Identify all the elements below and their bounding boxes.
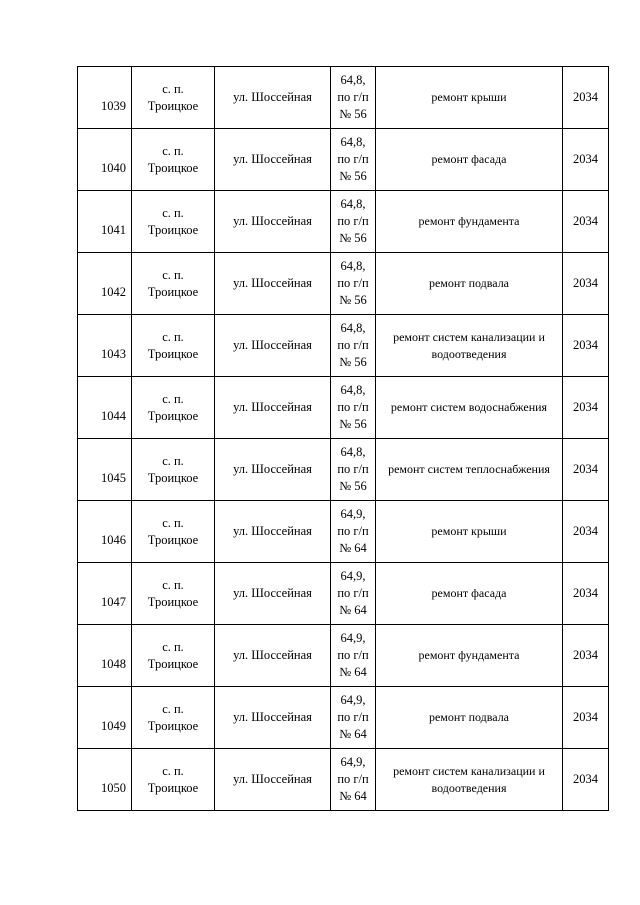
house-line: № 56 <box>339 293 367 307</box>
street-cell: ул. Шоссейная <box>215 67 331 129</box>
repair-schedule-table <box>77 66 609 811</box>
work-type-line: водоотведения <box>431 780 507 795</box>
work-type-cell <box>376 501 563 563</box>
house-cell <box>331 687 376 749</box>
year-cell: 2034 <box>563 439 609 501</box>
settlement-cell <box>132 749 215 811</box>
settlement-line: с. п. <box>162 515 184 530</box>
row-number-cell: 1050 <box>78 749 132 811</box>
house-cell <box>331 129 376 191</box>
settlement-line: Троицкое <box>147 346 199 361</box>
settlement-line: с. п. <box>162 329 184 344</box>
work-type-line: ремонт систем канализации и <box>393 329 545 344</box>
work-type-line: ремонт систем теплоснабжения <box>388 462 550 476</box>
settlement-cell <box>132 563 215 625</box>
house-line: по г/п <box>337 276 369 290</box>
year-cell: 2034 <box>563 625 609 687</box>
work-type-cell <box>376 749 563 811</box>
table-row <box>78 67 609 129</box>
settlement-line: Троицкое <box>147 656 199 671</box>
house-line: № 64 <box>339 603 367 617</box>
house-line: № 56 <box>339 169 367 183</box>
house-cell <box>331 625 376 687</box>
house-line: 64,8, <box>340 445 366 459</box>
street-cell: ул. Шоссейная <box>215 439 331 501</box>
house-line: № 56 <box>339 107 367 121</box>
settlement-line: Троицкое <box>147 98 199 113</box>
house-cell <box>331 749 376 811</box>
house-line: по г/п <box>337 152 369 166</box>
work-type-line: ремонт фасада <box>431 152 507 166</box>
house-line: № 64 <box>339 541 367 555</box>
table-row <box>78 501 609 563</box>
work-type-line: ремонт фундамента <box>418 648 520 662</box>
house-cell <box>331 67 376 129</box>
house-line: по г/п <box>337 214 369 228</box>
settlement-cell <box>132 253 215 315</box>
street-cell: ул. Шоссейная <box>215 625 331 687</box>
house-line: 64,8, <box>340 383 366 397</box>
settlement-line: с. п. <box>162 701 184 716</box>
house-line: 64,8, <box>340 321 366 335</box>
house-line: 64,9, <box>340 755 366 769</box>
year-cell: 2034 <box>563 687 609 749</box>
work-type-line: ремонт подвала <box>428 276 510 290</box>
year-cell: 2034 <box>563 377 609 439</box>
year-cell: 2034 <box>563 749 609 811</box>
table-row <box>78 749 609 811</box>
row-number-cell: 1045 <box>78 439 132 501</box>
house-cell <box>331 253 376 315</box>
row-number-cell: 1049 <box>78 687 132 749</box>
house-line: по г/п <box>337 524 369 538</box>
house-line: 64,9, <box>340 507 366 521</box>
work-type-cell <box>376 191 563 253</box>
settlement-line: Троицкое <box>147 470 199 485</box>
table-row <box>78 439 609 501</box>
work-type-cell <box>376 563 563 625</box>
settlement-line: Троицкое <box>147 718 199 733</box>
settlement-line: Троицкое <box>147 594 199 609</box>
settlement-line: с. п. <box>162 453 184 468</box>
house-line: № 56 <box>339 479 367 493</box>
house-line: 64,8, <box>340 259 366 273</box>
work-type-line: ремонт систем водоснабжения <box>390 400 548 414</box>
work-type-cell <box>376 625 563 687</box>
settlement-line: Троицкое <box>147 222 199 237</box>
settlement-line: с. п. <box>162 763 184 778</box>
house-line: по г/п <box>337 586 369 600</box>
year-cell: 2034 <box>563 253 609 315</box>
work-type-line: ремонт подвала <box>428 710 510 724</box>
settlement-line: Троицкое <box>147 532 199 547</box>
settlement-cell <box>132 625 215 687</box>
street-cell: ул. Шоссейная <box>215 191 331 253</box>
settlement-line: с. п. <box>162 81 184 96</box>
house-line: по г/п <box>337 710 369 724</box>
row-number-cell: 1047 <box>78 563 132 625</box>
settlement-cell <box>132 439 215 501</box>
house-cell <box>331 377 376 439</box>
work-type-line: ремонт фасада <box>431 586 507 600</box>
settlement-cell <box>132 687 215 749</box>
table-row <box>78 563 609 625</box>
settlement-cell <box>132 501 215 563</box>
work-type-line: водоотведения <box>431 346 507 361</box>
settlement-line: с. п. <box>162 577 184 592</box>
house-cell <box>331 315 376 377</box>
settlement-cell <box>132 191 215 253</box>
year-cell: 2034 <box>563 67 609 129</box>
house-line: № 64 <box>339 789 367 803</box>
house-line: по г/п <box>337 338 369 352</box>
house-line: № 64 <box>339 727 367 741</box>
settlement-cell <box>132 377 215 439</box>
work-type-line: ремонт крыши <box>431 90 507 104</box>
table-row <box>78 253 609 315</box>
house-cell <box>331 563 376 625</box>
house-line: № 64 <box>339 665 367 679</box>
house-line: 64,9, <box>340 693 366 707</box>
settlement-line: с. п. <box>162 391 184 406</box>
street-cell: ул. Шоссейная <box>215 687 331 749</box>
house-line: по г/п <box>337 772 369 786</box>
work-type-cell <box>376 67 563 129</box>
house-cell <box>331 191 376 253</box>
street-cell: ул. Шоссейная <box>215 563 331 625</box>
year-cell: 2034 <box>563 129 609 191</box>
table-row <box>78 315 609 377</box>
house-line: 64,8, <box>340 135 366 149</box>
year-cell: 2034 <box>563 315 609 377</box>
row-number-cell: 1046 <box>78 501 132 563</box>
settlement-line: Троицкое <box>147 780 199 795</box>
settlement-line: с. п. <box>162 143 184 158</box>
work-type-cell <box>376 687 563 749</box>
house-line: № 56 <box>339 417 367 431</box>
table-row <box>78 687 609 749</box>
settlement-line: с. п. <box>162 205 184 220</box>
row-number-cell: 1042 <box>78 253 132 315</box>
year-cell: 2034 <box>563 563 609 625</box>
table-row <box>78 625 609 687</box>
settlement-line: Троицкое <box>147 160 199 175</box>
settlement-line: Троицкое <box>147 408 199 423</box>
table-row <box>78 191 609 253</box>
settlement-cell <box>132 67 215 129</box>
house-line: № 56 <box>339 355 367 369</box>
work-type-line: ремонт крыши <box>431 524 507 538</box>
row-number-cell: 1039 <box>78 67 132 129</box>
year-cell: 2034 <box>563 191 609 253</box>
house-cell <box>331 501 376 563</box>
street-cell: ул. Шоссейная <box>215 315 331 377</box>
work-type-cell <box>376 315 563 377</box>
row-number-cell: 1044 <box>78 377 132 439</box>
settlement-line: с. п. <box>162 267 184 282</box>
year-cell: 2034 <box>563 501 609 563</box>
street-cell: ул. Шоссейная <box>215 749 331 811</box>
house-cell <box>331 439 376 501</box>
row-number-cell: 1043 <box>78 315 132 377</box>
work-type-cell <box>376 129 563 191</box>
table-row <box>78 377 609 439</box>
house-line: по г/п <box>337 462 369 476</box>
row-number-cell: 1048 <box>78 625 132 687</box>
house-line: 64,9, <box>340 631 366 645</box>
house-line: № 56 <box>339 231 367 245</box>
row-number-cell: 1041 <box>78 191 132 253</box>
row-number-cell: 1040 <box>78 129 132 191</box>
house-line: 64,9, <box>340 569 366 583</box>
house-line: 64,8, <box>340 197 366 211</box>
street-cell: ул. Шоссейная <box>215 253 331 315</box>
house-line: по г/п <box>337 400 369 414</box>
house-line: по г/п <box>337 648 369 662</box>
work-type-cell <box>376 377 563 439</box>
work-type-cell <box>376 253 563 315</box>
work-type-cell <box>376 439 563 501</box>
house-line: по г/п <box>337 90 369 104</box>
settlement-cell <box>132 129 215 191</box>
work-type-line: ремонт систем канализации и <box>393 763 545 778</box>
table-body <box>78 67 609 811</box>
house-line: 64,8, <box>340 73 366 87</box>
street-cell: ул. Шоссейная <box>215 377 331 439</box>
street-cell: ул. Шоссейная <box>215 501 331 563</box>
work-type-line: ремонт фундамента <box>418 214 520 228</box>
table-row <box>78 129 609 191</box>
settlement-line: с. п. <box>162 639 184 654</box>
settlement-line: Троицкое <box>147 284 199 299</box>
street-cell: ул. Шоссейная <box>215 129 331 191</box>
settlement-cell <box>132 315 215 377</box>
